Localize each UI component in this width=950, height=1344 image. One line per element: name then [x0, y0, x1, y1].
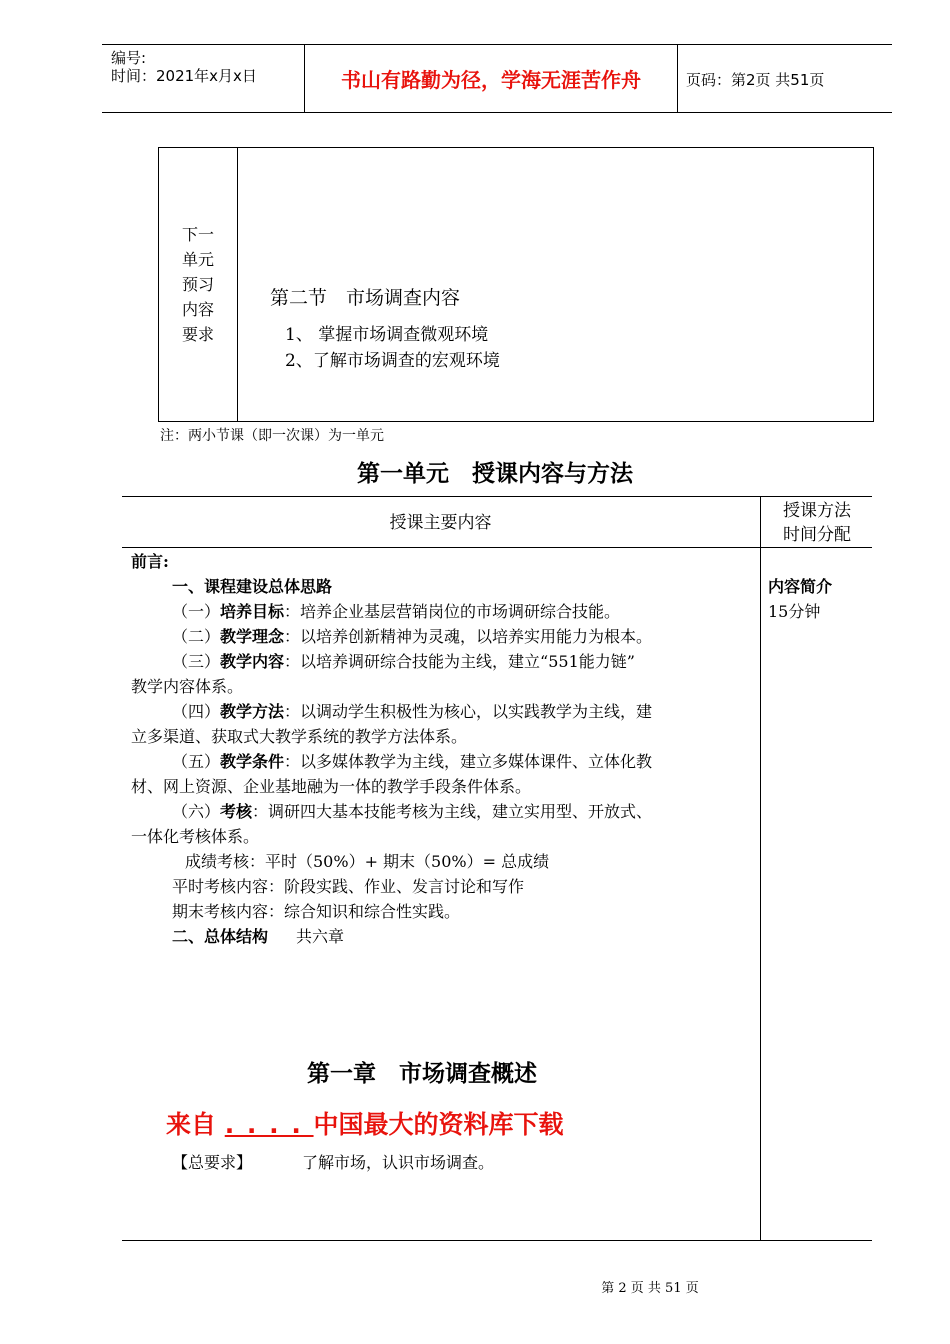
preview-label — [160, 222, 236, 347]
unit-note: 注：两小节课（即一次课）为一单元 — [160, 428, 384, 444]
point-6-key: 考核 — [220, 802, 253, 821]
header-motto: 书山有路勤为径，学海无涯苦作舟 — [341, 68, 641, 92]
point-3-text: ：以培养调研综合技能为主线，建立“551能力链” — [284, 652, 635, 671]
preview-label-line: 单元 — [181, 250, 214, 269]
preview-box-left — [158, 147, 159, 422]
preview-label-line: 预习 — [181, 275, 214, 294]
final-assessment: 期末考核内容：综合知识和综合性实践。 — [172, 902, 461, 921]
point-3-cont: 教学内容体系。 — [131, 677, 244, 696]
point-4 — [172, 701, 652, 723]
point-1-key: 培养目标 — [220, 602, 285, 621]
preview-label-line: 下一 — [181, 225, 214, 244]
header-bottom-rule — [102, 112, 892, 113]
heading-structure — [172, 926, 344, 948]
serial-label: 编号: — [111, 49, 147, 67]
point-6 — [172, 801, 652, 823]
point-4-cont: 立多渠道、获取式大教学系统的教学方法体系。 — [131, 727, 468, 746]
table-col-divider — [760, 496, 761, 1241]
point-3 — [172, 651, 635, 673]
preview-section-title: 第二节 市场调查内容 — [270, 287, 461, 309]
point-4-text: ：以调动学生积极性为核心，以实践教学为主线，建 — [284, 702, 653, 721]
point-6-cont: 一体化考核体系。 — [131, 827, 260, 846]
side-label: 内容简介 — [768, 577, 833, 596]
preview-box-right — [873, 147, 874, 422]
point-5-cont: 材、网上资源、企业基地融为一体的教学手段条件体系。 — [131, 777, 532, 796]
requirement-label: 【总要求】 — [172, 1153, 253, 1172]
header-top-rule — [102, 44, 892, 45]
time-label: 时间：2021年x月x日 — [111, 67, 257, 85]
table-header-side-line2: 时间分配 — [783, 525, 851, 545]
preview-item: 1、 掌握市场调查微观环境 — [285, 325, 489, 345]
point-3-prefix: （三） — [172, 652, 221, 671]
chapter-title: 第一章 市场调查概述 — [307, 1060, 537, 1087]
page-footer: 第 2 页 共 51 页 — [601, 1281, 699, 1296]
point-6-prefix: （六） — [172, 802, 221, 821]
preview-box-bottom — [158, 421, 874, 422]
point-4-key: 教学方法 — [220, 702, 285, 721]
point-1-text: ：培养企业基层营销岗位的市场调研综合技能。 — [284, 602, 621, 621]
banner-dots: . . . . — [224, 1110, 314, 1139]
table-header-main: 授课主要内容 — [389, 513, 492, 533]
preview-item: 2、了解市场调查的宏观环境 — [285, 351, 500, 371]
point-2-key: 教学理念 — [220, 627, 285, 646]
header-divider-left — [304, 44, 305, 113]
point-5-key: 教学条件 — [220, 752, 285, 771]
point-2-prefix: （二） — [172, 627, 221, 646]
preview-box-top — [158, 147, 874, 148]
header-divider-right — [677, 44, 678, 113]
heading-course-idea: 一、课程建设总体思路 — [172, 577, 333, 596]
point-2 — [172, 626, 652, 648]
preface: 前言: — [131, 552, 169, 571]
page-info: 页码：第2页 共51页 — [686, 71, 825, 89]
point-6-text: ：调研四大基本技能考核为主线，建立实用型、开放式、 — [252, 802, 653, 821]
point-5-prefix: （五） — [172, 752, 221, 771]
preview-label-line: 要求 — [181, 325, 214, 344]
heading-structure-text: 共六章 — [296, 927, 345, 946]
table-header-side — [762, 499, 872, 547]
preview-label-line: 内容 — [181, 300, 214, 319]
banner-prefix: 来自 — [166, 1110, 217, 1139]
point-1 — [172, 601, 620, 623]
side-duration: 15分钟 — [768, 602, 821, 621]
point-5-text: ：以多媒体教学为主线，建立多媒体课件、立体化教 — [284, 752, 653, 771]
table-header-side-line1: 授课方法 — [783, 501, 851, 521]
preview-box-mid — [237, 147, 238, 422]
heading-structure-key: 二、总体结构 — [172, 927, 269, 946]
grade-formula: 成绩考核：平时（50%）+ 期末（50%）= 总成绩 — [185, 852, 550, 871]
point-1-prefix: （一） — [172, 602, 221, 621]
regular-assessment: 平时考核内容：阶段实践、作业、发言讨论和写作 — [172, 877, 525, 896]
point-2-text: ：以培养创新精神为灵魂，以培养实用能力为根本。 — [284, 627, 653, 646]
point-3-key: 教学内容 — [220, 652, 285, 671]
point-5 — [172, 751, 652, 773]
source-banner — [166, 1108, 564, 1142]
unit-title: 第一单元 授课内容与方法 — [357, 461, 633, 487]
requirement-text: 了解市场，认识市场调查。 — [302, 1153, 495, 1172]
point-4-prefix: （四） — [172, 702, 221, 721]
banner-text: 中国最大的资料库下载 — [313, 1110, 564, 1139]
